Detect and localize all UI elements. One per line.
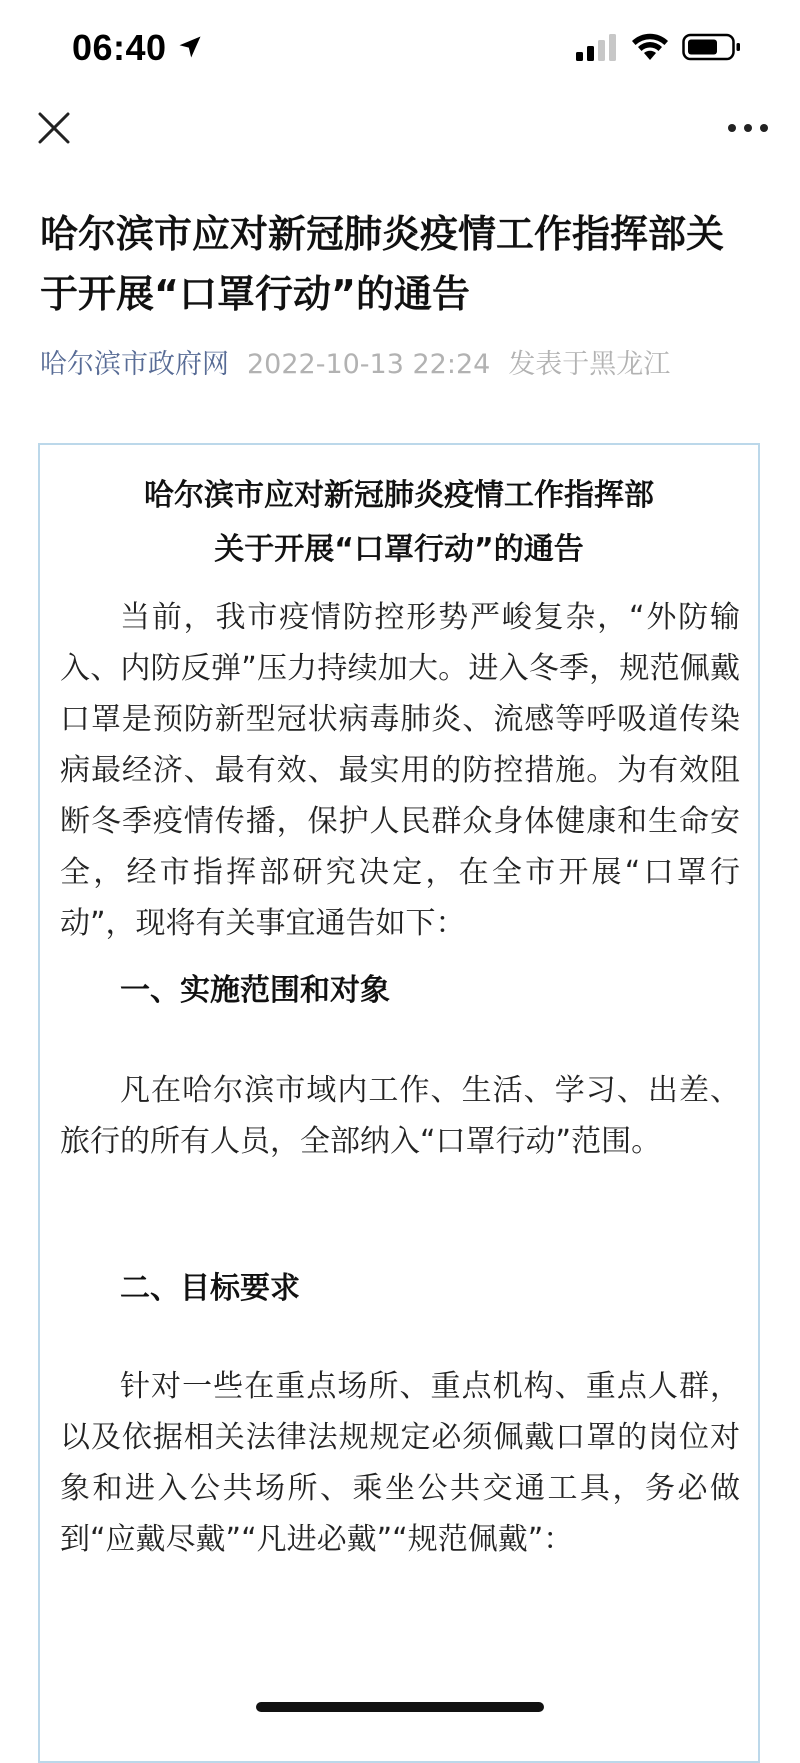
status-time: 06:40: [72, 27, 167, 68]
notice-paragraph-1: 当前，我市疫情防控形势严峻复杂，“外防输入、内防反弹”压力持续加大。进入冬季，规范佩戴口罩是预防新型冠状病毒肺炎、流感等呼吸道传染病最经济、最有效、最实用的防控措施。为有效阻断冬季疫情传播，保护人民群众身体健康和生命安全，经市指挥部研究决定，在全市开展“口罩行动”，现将有关事宜通告如下：: [60, 600, 740, 941]
battery-icon: [682, 33, 742, 61]
close-icon[interactable]: [34, 108, 74, 148]
article-date: 2022-10-13 22:24: [247, 349, 491, 380]
cellular-signal-icon: [574, 34, 618, 62]
notice-heading-line2: 关于开展“口罩行动”的通告: [214, 532, 584, 567]
notice-heading-line1: 哈尔滨市应对新冠肺炎疫情工作指挥部: [144, 478, 654, 513]
article-title: 哈尔滨市应对新冠肺炎疫情工作指挥部关于开展“口罩行动”的通告: [40, 212, 725, 316]
more-horizontal-icon[interactable]: [724, 112, 772, 144]
section-2-title: 二、目标要求: [120, 1271, 300, 1306]
article-source-link[interactable]: 哈尔滨市政府网: [40, 349, 229, 380]
article-region: 发表于黑龙江: [508, 349, 671, 380]
notice-paragraph-2: 凡在哈尔滨市域内工作、生活、学习、出差、旅行的所有人员，全部纳入“口罩行动”范围。: [60, 1073, 740, 1159]
article-meta: [40, 345, 670, 385]
notice-heading: [40, 469, 758, 577]
home-indicator: [256, 1702, 544, 1712]
notice-paragraph-3: 针对一些在重点场所、重点机构、重点人群，以及依据相关法律法规规定必须佩戴口罩的岗位对象和进入公共场所、乘坐公共交通工具，务必做到“应戴尽戴”“凡进必戴”“规范佩戴”：: [60, 1369, 740, 1557]
status-bar: [0, 0, 800, 96]
notice-box: [38, 443, 760, 1763]
section-1-title: 一、实施范围和对象: [120, 973, 390, 1008]
location-arrow-icon: [176, 33, 204, 61]
wifi-icon: [630, 32, 670, 62]
